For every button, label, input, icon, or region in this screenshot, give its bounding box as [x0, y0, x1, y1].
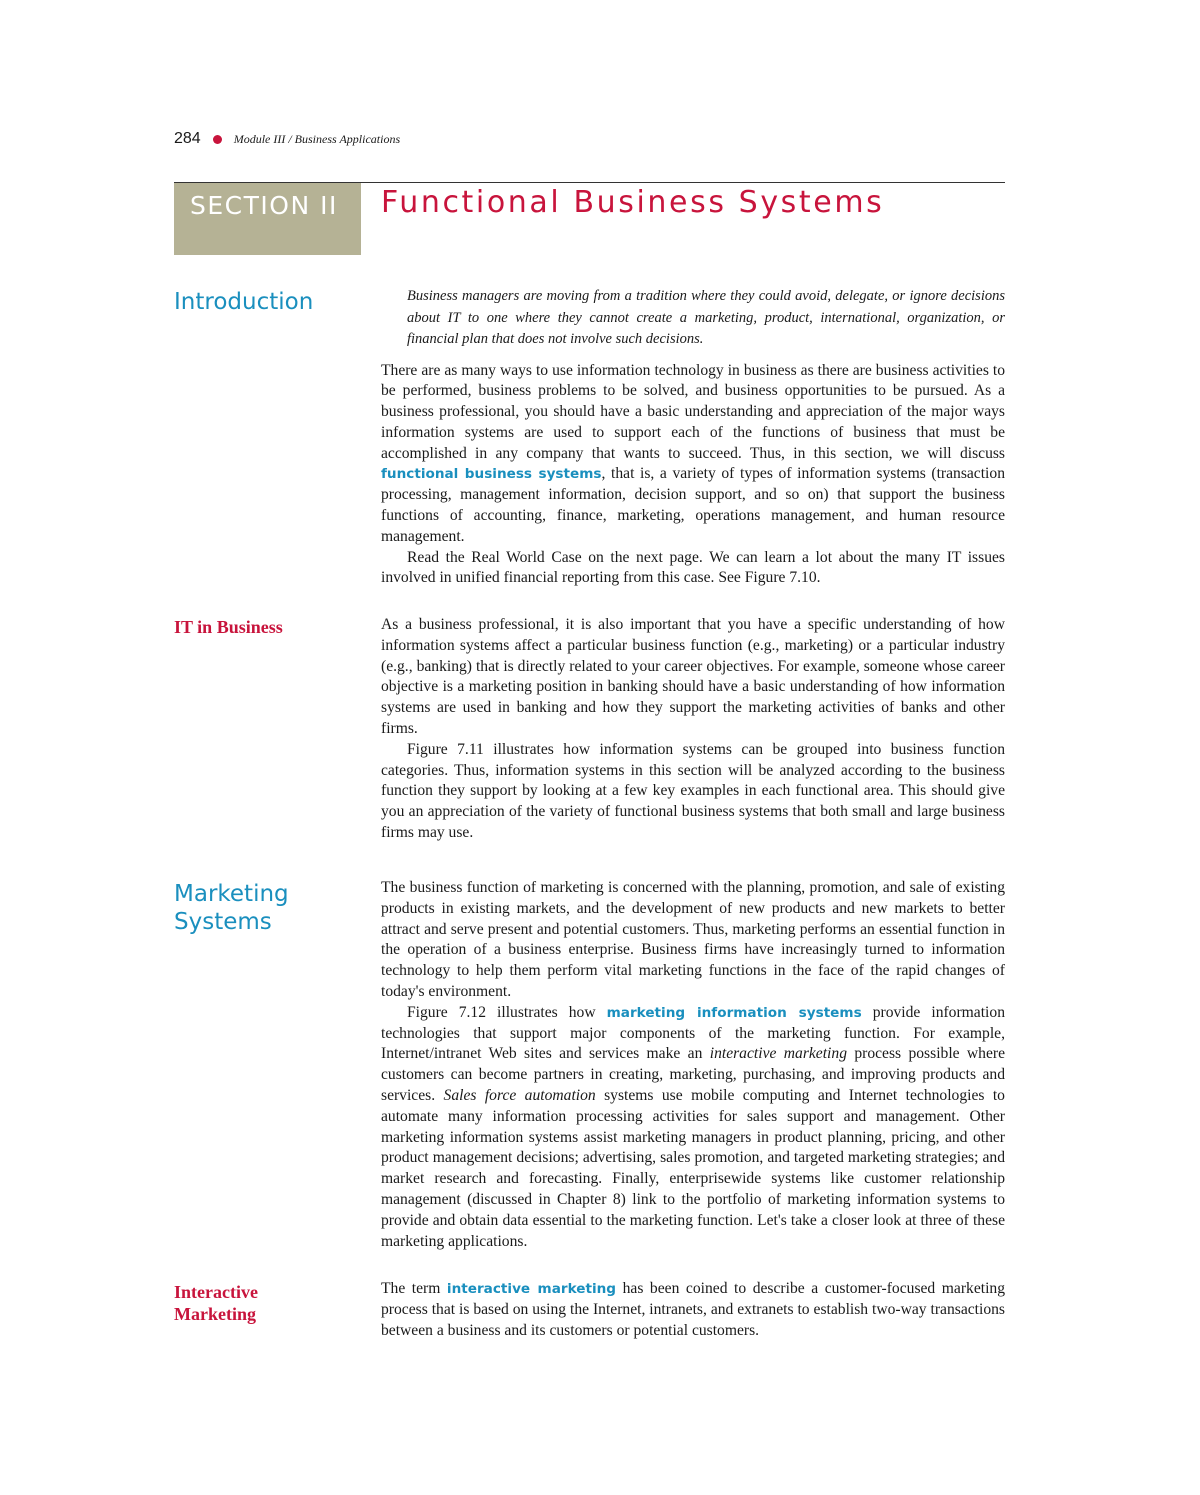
page-number: 284 [174, 130, 201, 147]
module-label: Module III / Business Applications [233, 131, 401, 146]
section-title: Functional Business Systems [381, 185, 885, 220]
heading-marketing-systems: Marketing Systems [174, 881, 289, 935]
heading-introduction: Introduction [174, 289, 314, 315]
paragraph: As a business professional, it is also important that you have a specific understanding of how information systems affect a particular business function (e.g., marketing) or a particular industry (e.g., banking) that is directly related to your career objectives. For example, someone whose career objective is a marketing position in banking should have a basic understanding of how information systems are used in banking and how they support the marketing activities of banks and other firms. [381, 616, 1005, 737]
it-in-business-body [381, 615, 1005, 844]
running-head [174, 130, 400, 148]
paragraph: The business function of marketing is concerned with the planning, promotion, and sale of existing products in existing markets, and the development of new products and new markets to better attract and serve present and potential customers. Thus, marketing performs an essential function in the operation of a business enterprise. Business firms have increasingly turned to information technology to help them perform vital marketing functions in the face of the rapid changes of today's environment. [381, 879, 1005, 1000]
term-marketing-information-systems: marketing information systems [606, 1004, 862, 1021]
paragraph: The term interactive marketing has been coined to describe a customer-focused marketing process that is based on using the Internet, intranets, and extranets to establish two-way transactions between a business and its customers or potential customers. [381, 1280, 1005, 1339]
introduction-body [381, 286, 1005, 589]
marketing-systems-body [381, 878, 1005, 1252]
bullet-dot-icon [213, 135, 222, 144]
paragraph: Figure 7.12 illustrates how marketing information systems provide information technologies that support major components of the marketing function. For example, Internet/intranet Web sites and services make an interactive marketing process possible where customers can become partners in creating, marketing, purchasing, and improving products and services. Sales force automation systems use mobile computing and Internet technologies to automate many information processing activities for sales support and management. Other marketing information systems assist marketing managers in product planning, pricing, and other product management decisions; advertising, sales promotion, and targeted marketing strategies; and market research and forecasting. Finally, enterprisewide systems like customer relationship management (discussed in Chapter 8) link to the portfolio of marketing information systems to provide and obtain data essential to the marketing function. Let's take a closer look at three of these marketing applications. [381, 1003, 1006, 1250]
epigraph: Business managers are moving from a tradition where they could avoid, delegate, or ignore decisions about IT to one where they cannot create a marketing, product, international, organization, or financial plan that does not involve such decisions. [407, 288, 1005, 347]
heading-interactive-marketing: Interactive Marketing [174, 1282, 258, 1324]
em-sales-force-automation: Sales force automation [443, 1086, 596, 1104]
paragraph: There are as many ways to use information technology in business as there are business activities to be performed, business problems to be solved, and business opportunities to be pursued. As a business professional, you should have a basic understanding and appreciation of the major ways information systems are used to support each of the functions of business that must be accomplished in any company that wants to succeed. Thus, in this section, we will discuss functional business systems, that is, a variety of types of information systems (transaction processing, management information, decision support, and so on) that support the business functions of accounting, finance, marketing, operations management, and human resource management. [381, 361, 1005, 545]
term-functional-business-systems: functional business systems [381, 466, 602, 483]
em-interactive-marketing: interactive marketing [709, 1045, 847, 1063]
paragraph: Read the Real World Case on the next page. We can learn a lot about the many IT issues involved in unified financial reporting from this case. See Figure 7.10. [381, 548, 1005, 587]
paragraph: Figure 7.11 illustrates how information systems can be grouped into business function categories. Thus, information systems in this section will be analyzed according to the business function they support by looking at a few key examples in each functional area. This should give you an appreciation of the variety of functional business systems that both small and large business firms may use. [381, 740, 1005, 841]
section-label: SECTION II [190, 191, 338, 220]
interactive-marketing-body [381, 1279, 1005, 1341]
section-label-box [174, 183, 361, 255]
term-interactive-marketing: interactive marketing [446, 1281, 617, 1297]
heading-it-in-business: IT in Business [174, 617, 283, 637]
